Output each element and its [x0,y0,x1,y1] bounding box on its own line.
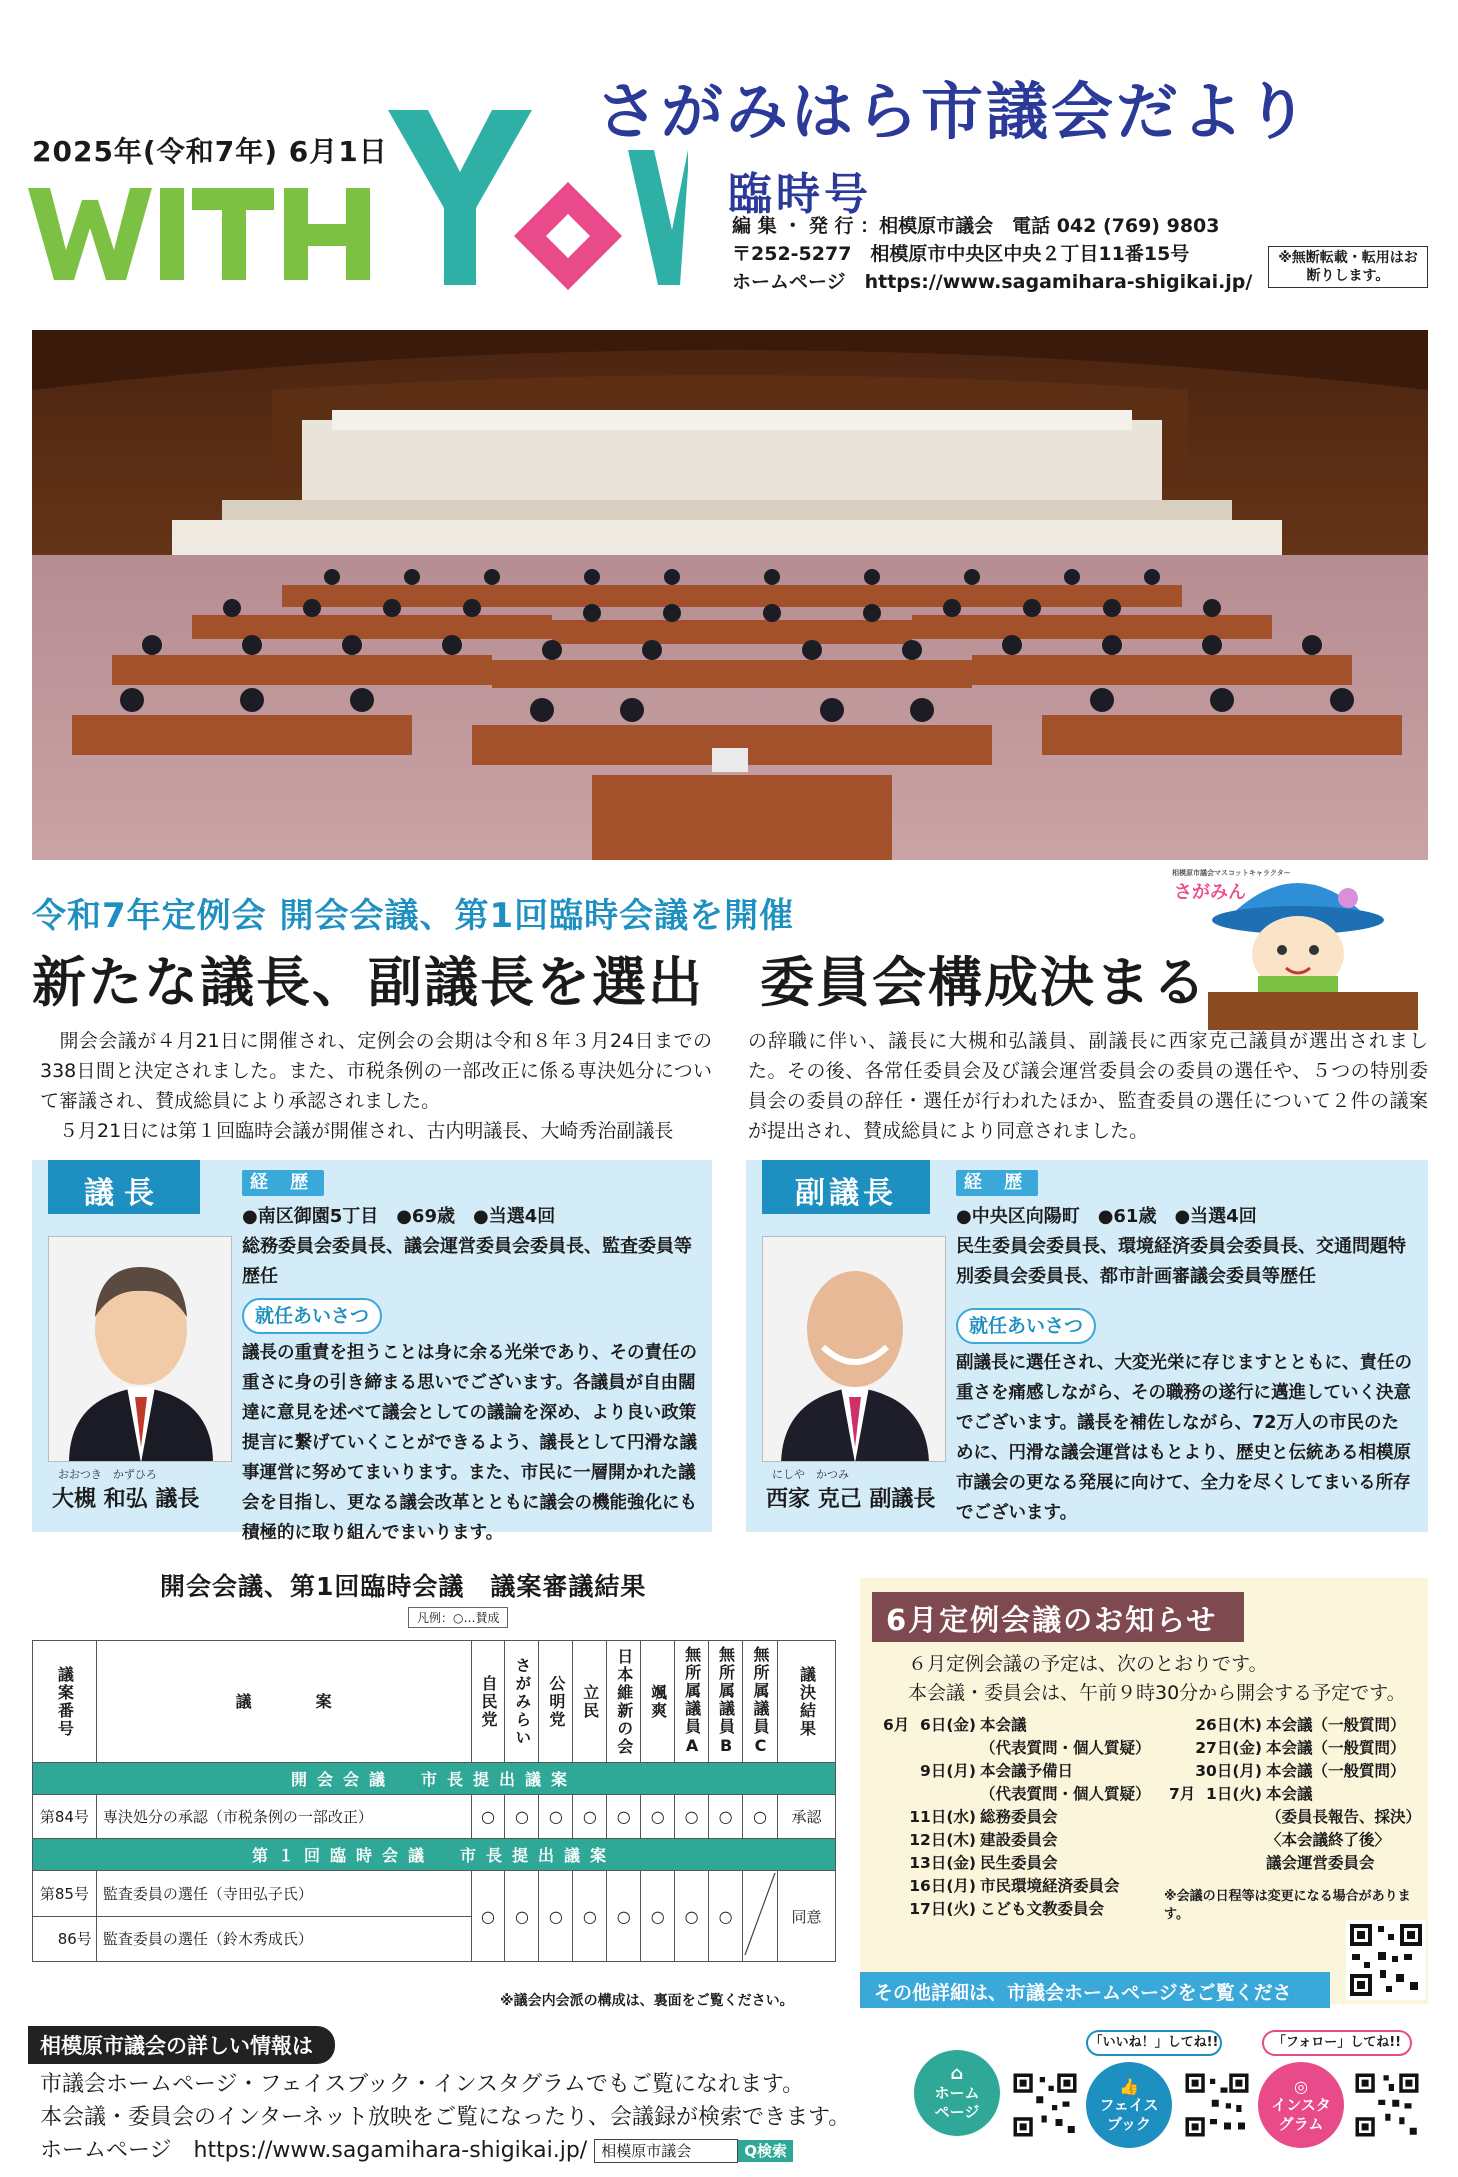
vice-chair-role-tag: 副議長 [762,1160,930,1214]
header-bill-number: 議案番号 [33,1641,97,1763]
schedule-row: 30日(月) 本会議（一般質問） [1195,1762,1406,1780]
footer-text [40,2068,850,2167]
vice-chair-portrait [762,1236,946,1462]
chair-greeting: 議長の重責を担うことは身に余る光栄であり、その責任の重さに身の引き締まる思いでございます。各議員が自由闊達に意見を述べて議会としての議論を深め、より良い政策提言に繋げていくことができるよう、議長として円滑な議事運営に努めてまいります。また、市民に一層開かれた議会を目指し、更なる議会改革とともに議会の機能強化にも積極的に取り組んでまいります。 [242,1343,697,1543]
header-result: 議決結果 [778,1641,836,1763]
instagram-qr-code[interactable] [1352,2070,1422,2140]
footer-line2: 本会議・委員会のインターネット放映をご覧になったり、会議録が検索できます。 [40,2105,851,2130]
copyright-notice: ※無断転載・転用はお断りします。 [1268,246,1428,288]
schedule-row: 11日(水) 総務委員会 [909,1808,1058,1826]
vice-chair-name-block [762,1466,946,1513]
search-button[interactable]: Q検索 [738,2140,793,2162]
header-faction: 公明党 [539,1641,573,1763]
schedule-row: （代表質問・個人質疑） [980,1739,1151,1757]
footer-line3 [40,2134,850,2167]
address-line: 〒252-5277 相模原市中央区中央２丁目11番15号 [732,243,1190,265]
schedule-row: 6月 6日(金) 本会議 [882,1716,1027,1734]
schedule-row: 12日(木) 建設委員会 [909,1831,1058,1849]
chair-name-block [48,1466,232,1513]
schedule-row: 26日(木) 本会議（一般質問） [1195,1716,1406,1734]
article-body-col1: 開会会議が４月21日に開催され、定例会の会期は令和８年３月24日までの338日間と決定されました。また、市税条例の一部改正に係る専決処分について審議され、賛成総員により承認されました。 ５月21日には第１回臨時会議が開催され、古内明議長、大崎秀治副議長 [40,1030,712,1142]
chair-portrait [48,1236,232,1462]
qr-code-pattern [1346,1920,1426,2000]
issue-type: 臨時号 [728,169,872,220]
chair-role-tag: 議長 [48,1160,200,1214]
abstain-cell [743,1871,778,1962]
chair-name-ruby: おおつき かずひろ [58,1468,157,1481]
issue-date: 2025年(令和7年) 6月1日 [32,135,388,168]
chair-stats: ●南区御園5丁目 ●69歳 ●当選4回 [242,1206,556,1227]
footer-tag: 相模原市議会の詳しい情報は [28,2026,335,2064]
facebook-button[interactable] [1086,2062,1172,2148]
slash-mark [743,1871,777,1957]
header-faction: 自民党 [471,1641,505,1763]
facebook-label: フェイス ブック [1099,2095,1159,2133]
schedule-row: 13日(金) 民生委員会 [909,1854,1058,1872]
instagram-button[interactable] [1258,2062,1344,2148]
schedule-row: 〈本会議終了後〉 [1266,1831,1391,1849]
results-table-title: 開会会議、第1回臨時会議 議案審議結果 [160,1572,647,1601]
bill-results-table [32,1640,836,1962]
homepage-label: ホーム ページ [934,2084,980,2121]
june-notice-title: 6月定例会議のお知らせ [872,1592,1244,1642]
chair-career-label: 経 歴 [242,1170,324,1196]
chair-profile-card [32,1160,712,1543]
chair-career: 総務委員会委員長、議会運営委員会委員長、監査委員等歴任 [242,1236,692,1287]
assembly-hall-photo [32,330,1428,860]
june-intro-line1: ６月定例会議の予定は、次のとおりです。 [908,1653,1268,1675]
facebook-like-bubble: 「いいね！」してね!! [1086,2030,1222,2056]
table-row: 86号 監査委員の選任（鈴木秀成氏） [33,1916,836,1962]
mascot-caption: 相模原市議会マスコットキャラクター [1172,869,1291,877]
footer-line1: 市議会ホームページ・フェイスブック・インスタグラムでもご覧になれます。 [40,2072,805,2097]
schedule-row: 27日(金) 本会議（一般質問） [1195,1739,1406,1757]
schedule-row: 17日(火) こども文教委員会 [909,1900,1105,1918]
schedule-row: 9日(月) 本会議予備日 [920,1762,1074,1780]
vice-chair-career: 民生委員会委員長、環境経済委員会委員長、交通問題特別委員会委員長、都市計画審議会委員等歴任 [956,1236,1406,1287]
vice-chair-career-label: 経 歴 [956,1170,1038,1196]
chair-greeting-label: 就任あいさつ [242,1298,382,1334]
june-intro [908,1650,1406,1708]
article-body-col2: の辞職に伴い、議長に大槻和弘議員、副議長に西家克己議員が選出されました。その後、各常任委員会及び議会運営委員会の委員の選任や、５つの特別委員会の委員の辞任・選任が行われたほか、監査委員の選任について２件の議案が提出され、賛成総員により同意されました。 [748,1030,1428,1142]
schedule-row: 16日(月) 市民環境経済委員会 [909,1877,1120,1895]
instagram-follow-bubble: 「フォロー」してね!! [1262,2030,1412,2056]
header-faction: 日本維新の会 [607,1641,641,1763]
schedule-row: （委員長報告、採決） [1266,1808,1422,1826]
header-faction: 立民 [573,1641,607,1763]
mascot-sagamin [1168,858,1430,1030]
qr-code-pattern [1182,2070,1252,2140]
homepage-button[interactable] [914,2050,1000,2136]
search-input[interactable]: 相模原市議会 [594,2139,738,2163]
article-subheading: 令和7年定例会 開会会議、第1回臨時会議を開催 [32,896,795,936]
table-row: 第84号 専決処分の承認（市税条例の一部改正） ○ ○ ○ ○ ○ ○ ○ ○ ○ 承認 [33,1795,836,1839]
schedule-row: 議会運営委員会 [1266,1854,1375,1872]
footer-homepage-link[interactable]: ホームページ https://www.sagamihara-shigikai.jp/ [40,2138,588,2163]
facebook-qr-code[interactable] [1182,2070,1252,2140]
vice-chair-name-ruby: にしや かつみ [772,1468,849,1481]
chair-name: 大槻 和弘 議長 [52,1487,200,1512]
instagram-label: インスタ グラム [1271,2095,1331,2133]
header-faction: 無所属議員A [675,1641,709,1763]
june-qr-code[interactable] [1346,1920,1426,2000]
header-faction: 無所属議員B [709,1641,743,1763]
june-more-info[interactable]: その他詳細は、市議会ホームページをご覧ください。 [860,1972,1330,2008]
june-schedule-right [1156,1714,1426,1875]
vice-chair-greeting: 副議長に選任され、大変光栄に存じますとともに、責任の重さを痛感しながら、その職務の遂行に邁進していく決意でございます。議長を補佐しながら、72万人の市民のために、円滑な議会運営はもとより、歴史と伝統ある相模原市議会の更なる発展に向けて、全力を尽くしてまいる所存でございます。 [956,1353,1413,1523]
section-band-opening: 開会会議 市長提出議案 [33,1763,836,1795]
june-intro-line2: 本会議・委員会は、午前９時30分から開会する予定です。 [908,1682,1406,1704]
header-faction: 颯爽 [641,1641,675,1763]
vice-chair-stats: ●中央区向陽町 ●61歳 ●当選4回 [956,1206,1257,1227]
june-schedule-note: ※会議の日程等は変更になる場合があります。 [1164,1889,1411,1922]
section-band-extraordinary: 第１回臨時会議 市長提出議案 [33,1839,836,1871]
mascot-name-label: さがみん [1174,882,1246,903]
june-schedule-left [870,1714,1160,1921]
chair-portrait-illustration [49,1237,232,1462]
publisher-info [732,212,1252,296]
results-note: ※議会内会派の構成は、裏面をご覧ください。 [500,1993,794,2009]
homepage-line[interactable]: ホームページ https://www.sagamihara-shigikai.jp/ [732,271,1253,293]
header-faction: 無所属議員C [743,1641,778,1763]
header-faction: さがみらい [505,1641,539,1763]
thumbs-up-icon: 👍 [1119,2076,1139,2096]
vice-chair-greeting-label: 就任あいさつ [956,1308,1096,1344]
assembly-hall-illustration [32,330,1428,860]
house-icon: ⌂ [950,2063,964,2084]
qr-code-pattern [1352,2070,1422,2140]
vice-chair-name: 西家 克己 副議長 [766,1487,936,1512]
vice-chair-portrait-illustration [763,1237,946,1462]
vice-chair-profile-card [746,1160,1428,1532]
article-headline: 新たな議長、副議長を選出 委員会構成決まる [32,950,1208,1014]
with-you-logo [28,110,688,290]
homepage-qr-code[interactable] [1010,2070,1080,2140]
schedule-row: （代表質問・個人質疑） [980,1785,1151,1803]
header-bill: 議 案 [96,1641,471,1763]
table-row: 第85号 監査委員の選任（寺田弘子氏） ○ ○ ○ ○ ○ ○ ○ ○ 同意 [33,1871,836,1917]
results-legend: 凡例：○…賛成 [408,1607,508,1628]
schedule-row: 7月 1日(火) 本会議 [1168,1785,1313,1803]
camera-icon: ◎ [1294,2076,1308,2096]
publisher-line: 編 集 ・ 発 行 ：相模原市議会 電話 042 (769) 9803 [732,215,1220,237]
newsletter-title: さがみはら市議会だより [596,75,1312,148]
qr-code-pattern [1010,2070,1080,2140]
